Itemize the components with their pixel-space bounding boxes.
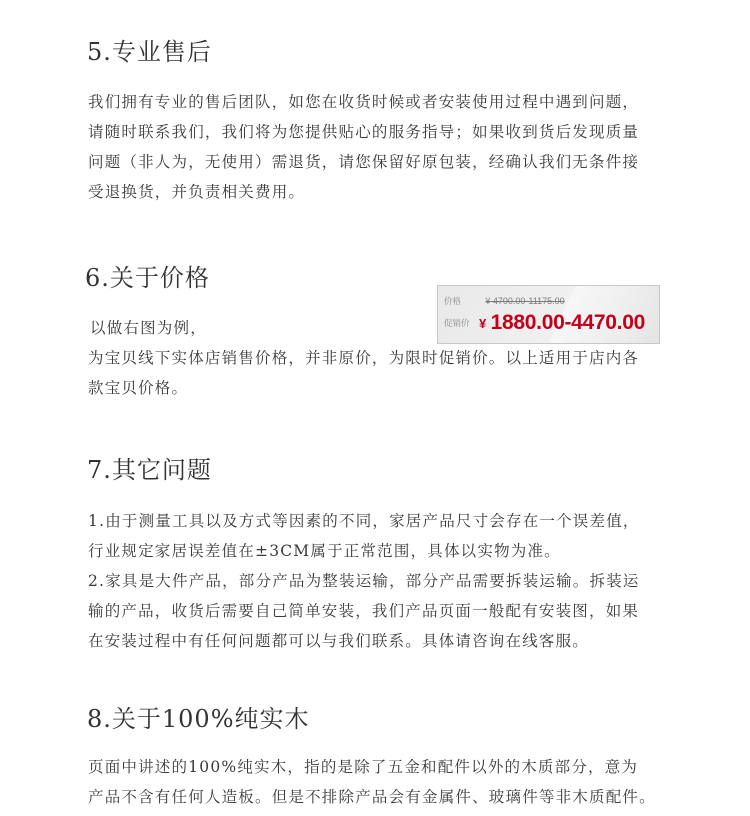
- section-6-line: 为宝贝线下实体店销售价格，并非原价，为限时促销价。以上适用于店内各: [88, 349, 640, 367]
- section-7-line: 2.家具是大件产品，部分产品为整装运输，部分产品需要拆装运输。拆装运: [88, 572, 640, 590]
- section-8-line: 页面中讲述的100%纯实木，指的是除了五金和配件以外的木质部分，意为: [88, 758, 639, 776]
- section-8-line: 产品不含有任何人造板。但是不排除产品会有金属件、玻璃件等非木质配件。: [88, 788, 656, 806]
- currency-symbol: ¥: [478, 315, 487, 331]
- section-6-title: 6.关于价格: [85, 264, 210, 292]
- section-7-paragraph: [88, 506, 688, 656]
- section-7-line: 在安装过程中有任何问题都可以与我们联系。具体请咨询在线客服。: [88, 632, 590, 650]
- promo-price-row: [444, 311, 645, 335]
- section-7-line: 输的产品，收货后需要自己简单安装，我们产品页面一般配有安装图，如果: [88, 602, 640, 620]
- promo-price: 1880.00-4470.00: [490, 311, 645, 334]
- price-label: 价格: [444, 296, 462, 306]
- section-5-line: 我们拥有专业的售后团队，如您在收货时候或者安装使用过程中遇到问题，: [88, 93, 640, 111]
- section-5-paragraph: [88, 87, 688, 207]
- section-7-title: 7.其它问题: [87, 456, 212, 484]
- section-5-line: 请随时联系我们，我们将为您提供贴心的服务指导；如果收到货后发现质量: [88, 123, 640, 141]
- section-7-line: 1.由于测量工具以及方式等因素的不同，家居产品尺寸会存在一个误差值，: [88, 512, 640, 530]
- section-6-line: 款宝贝价格。: [88, 379, 189, 397]
- section-8-title: 8.关于100%纯实木: [87, 705, 310, 733]
- original-price: ¥ 4700.00-11175.00: [485, 296, 565, 306]
- section-8-paragraph: [88, 752, 688, 812]
- section-5-line: 受退换货，并负责相关费用。: [88, 183, 306, 201]
- section-5-line: 问题（非人为，无使用）需退货，请您保留好原包装，经确认我们无条件接: [88, 153, 640, 171]
- section-5-title: 5.专业售后: [87, 38, 212, 66]
- price-example-card: [437, 285, 660, 344]
- original-price-row: [444, 295, 565, 307]
- section-6-line: 以做右图为例，: [90, 319, 207, 337]
- section-7-line: 行业规定家居误差值在±3CM属于正常范围，具体以实物为准。: [88, 542, 561, 560]
- promo-price-label: 促销价: [444, 318, 470, 328]
